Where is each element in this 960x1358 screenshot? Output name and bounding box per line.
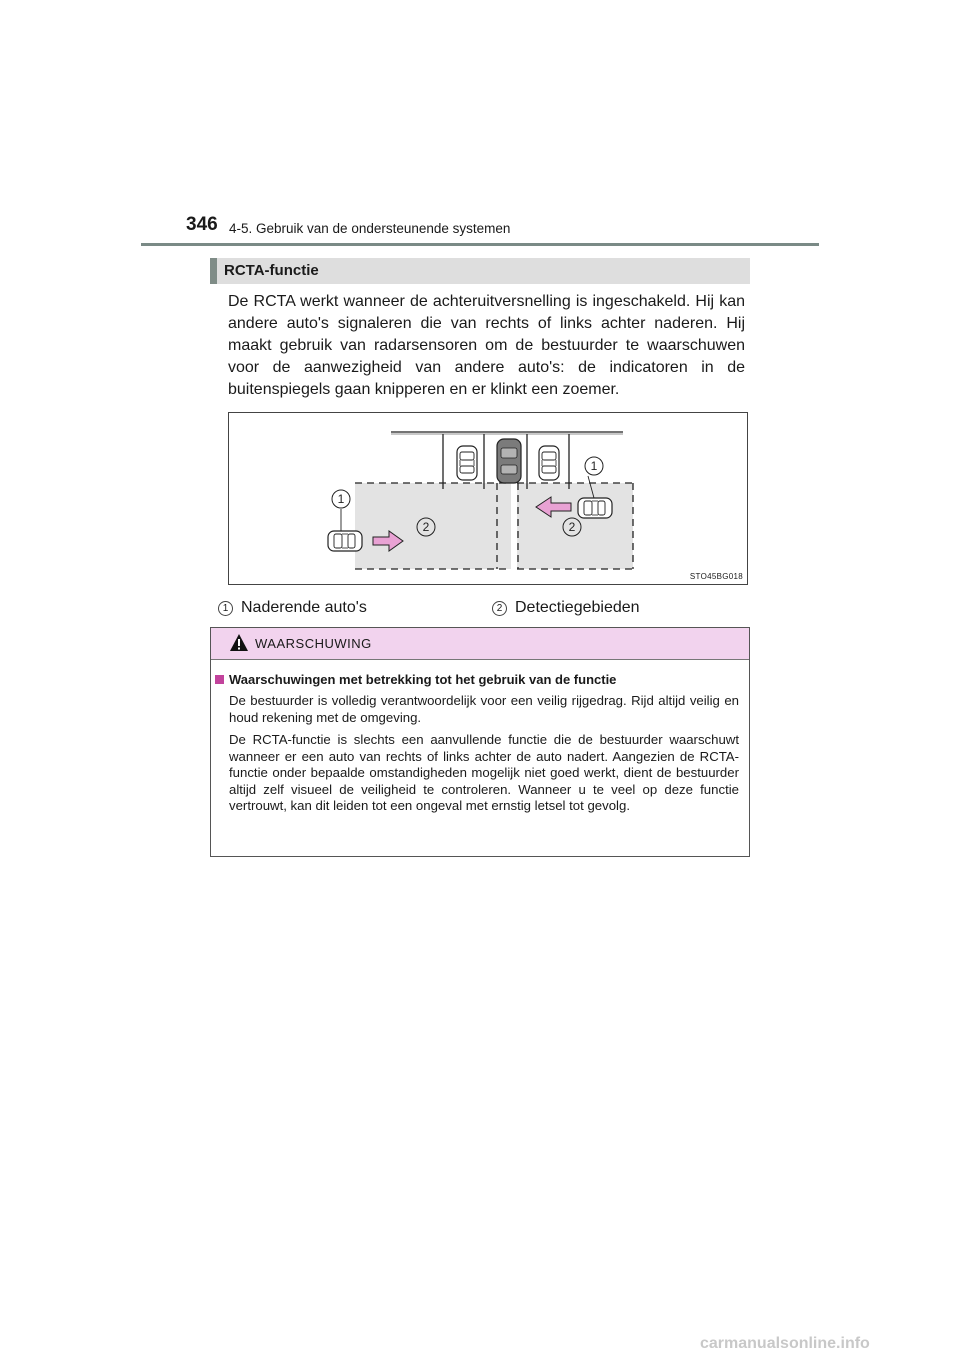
legend-item-approaching-cars [218,599,367,617]
svg-text:2: 2 [422,520,430,534]
svg-text:1: 1 [590,459,598,473]
rcta-diagram [229,413,747,584]
section-header-bar [210,258,217,284]
section-title: RCTA-functie [224,262,319,279]
warning-paragraph-1: De bestuurder is volledig verantwoordelijk voor een veilig rijgedrag. Rijd altijd veilig en houd rekening met de omgeving. [229,693,739,725]
warning-header [211,628,749,660]
warning-box [210,627,750,857]
svg-text:1: 1 [337,492,345,506]
header-rule [141,243,819,246]
section-header [210,258,750,284]
warning-triangle-icon [229,633,249,652]
legend-label: Detectiegebieden [515,599,640,616]
approaching-car-right [578,498,612,518]
watermark: carmanualsonline.info [700,1335,870,1352]
legend-number: 1 [218,601,233,616]
svg-text:2: 2 [568,520,576,534]
callout-1-right [585,457,603,475]
chapter-title: 4-5. Gebruik van de ondersteunende systemen [229,221,511,236]
page-number: 346 [186,214,218,235]
approaching-car-left [328,531,362,551]
legend-label: Naderende auto's [241,599,367,616]
legend-number: 2 [492,601,507,616]
parked-car-left [457,446,477,480]
warning-subtitle [215,672,745,687]
bullet-square-icon [215,675,224,684]
warning-paragraph-2: De RCTA-functie is slechts een aanvullende functie die de bestuurder waarschuwt wanneer er een auto van rechts of links achter de auto nadert. Aangezien de RCTA-functie onder bepaalde omstandigheden mogelijk niet goed werkt, dient de bestuurder altijd zelf visueel de veiligheid te controleren. Wanneer u te veel op deze functie vertrouwt, kan dit leiden tot een ongeval met ernstig letsel tot gevolg. [229,732,739,813]
figure-code: STO45BG018 [689,572,743,581]
parked-car-right [539,446,559,480]
legend-item-detection-areas [492,599,640,617]
callout-1-left [332,490,350,508]
intro-paragraph: De RCTA werkt wanneer de achteruitversnelling is ingeschakeld. Hij kan andere auto's signaleren die van rechts of links achter naderen. Hij maakt gebruik van radarsensoren om de bestuurder te waarschuwen voor de aanwezigheid van andere auto's: de indicatoren in de buitenspiegels gaan knipperen en er klinkt een zoemer. [228,293,745,398]
detection-area-left [355,483,511,569]
own-car [497,439,521,483]
warning-subtitle-text: Waarschuwingen met betrekking tot het gebruik van de functie [229,672,617,687]
warning-label: WAARSCHUWING [255,636,372,651]
rcta-illustration [228,412,748,585]
